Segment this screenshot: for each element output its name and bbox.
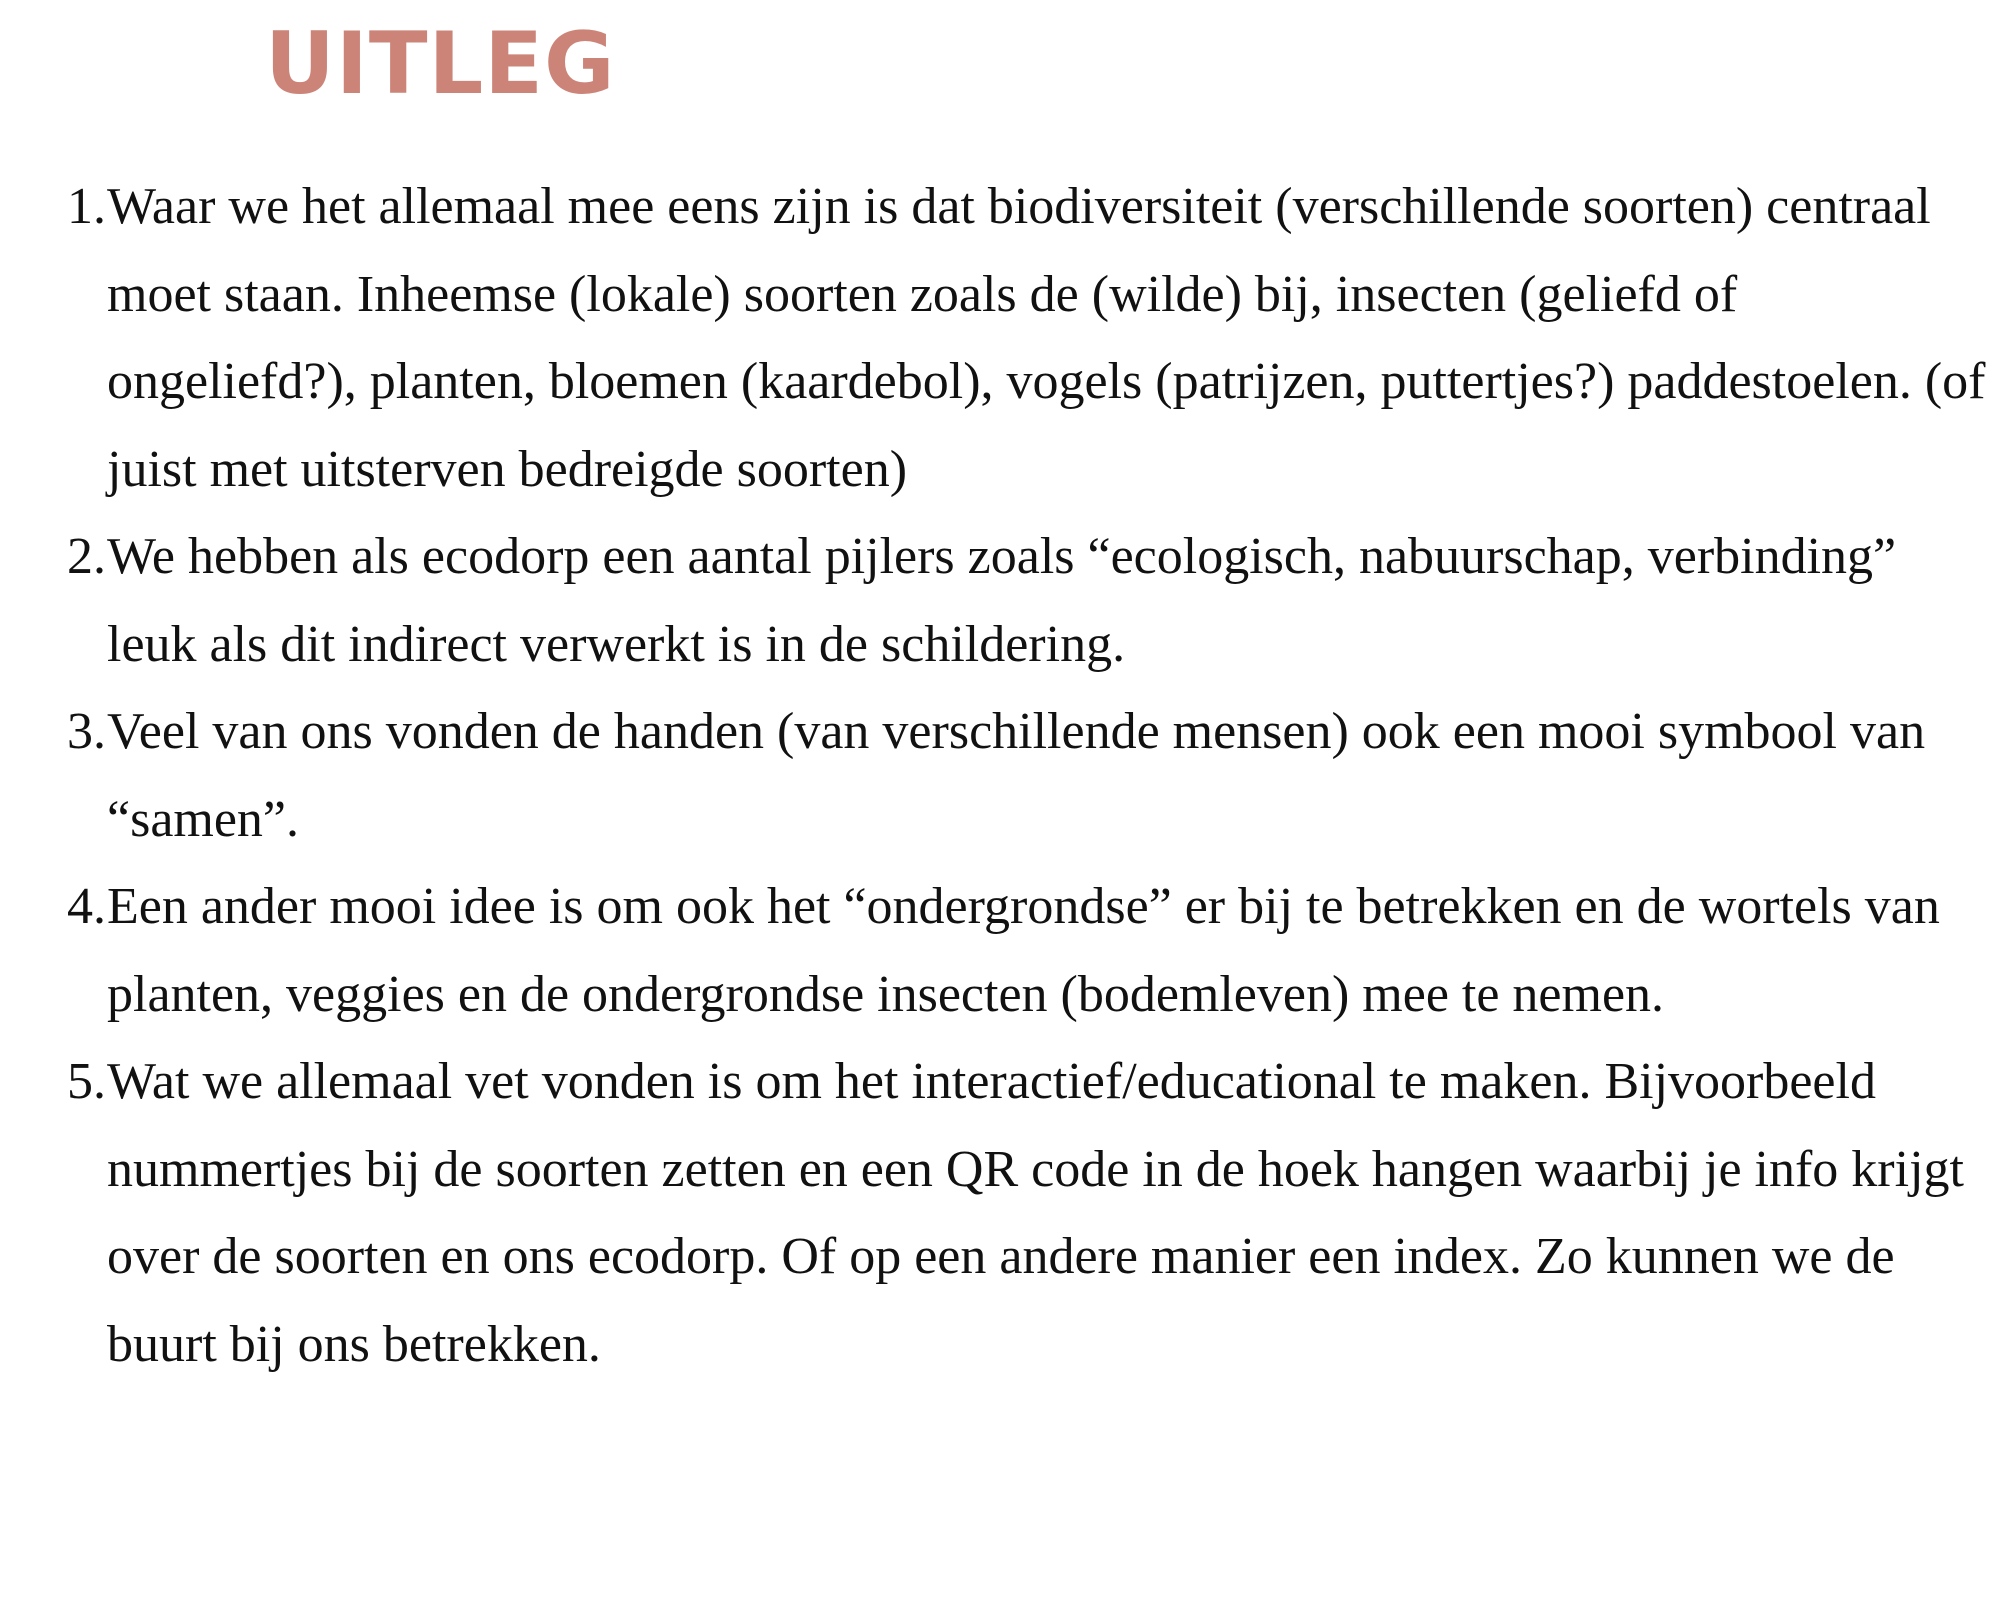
list-item (0, 163, 1990, 513)
list-item-number: 5. (67, 1053, 106, 1110)
list-item-text: Een ander mooi idee is om ook het “ondergrondse” er bij te betrekken en de wortels van planten, veggies en de ondergrondse insecten (bodemleven) mee te nemen. (107, 878, 1940, 1023)
list-item-number: 2. (67, 528, 106, 585)
list-item (0, 688, 1990, 863)
list-item-number: 3. (67, 703, 106, 760)
list-item-text: We hebben als ecodorp een aantal pijlers zoals “ecologisch, nabuurschap, verbinding” leuk als dit indirect verwerkt is in de schildering. (107, 528, 1897, 673)
list-item-text: Wat we allemaal vet vonden is om het interactief/educational te maken. Bijvoorbeeld nummertjes bij de soorten zetten en een QR code in de hoek hangen waarbij je info krijgt over de soorten en ons ecodorp. Of op een andere manier een index. Zo kunnen we de buurt bij ons betrekken. (107, 1053, 1964, 1373)
list-item-text: Waar we het allemaal mee eens zijn is dat biodiversiteit (verschillende soorten) centraal moet staan. Inheemse (lokale) soorten zoals de (wilde) bij, insecten (geliefd of ongeliefd?), planten, bloemen (kaardebol), vogels (patrijzen, puttertjes?) paddestoelen. (of juist met uitsterven bedreigde soorten) (107, 178, 1986, 498)
list-item-number: 4. (67, 878, 106, 935)
list-item (0, 863, 1990, 1038)
page-title: UITLEG (265, 14, 616, 114)
list-item (0, 1038, 1990, 1388)
list-item-text: Veel van ons vonden de handen (van verschillende mensen) ook een mooi symbool van “samen”. (107, 703, 1926, 848)
list-item-number: 1. (67, 178, 106, 235)
list-item (0, 513, 1990, 688)
explanation-list (0, 163, 1990, 1388)
